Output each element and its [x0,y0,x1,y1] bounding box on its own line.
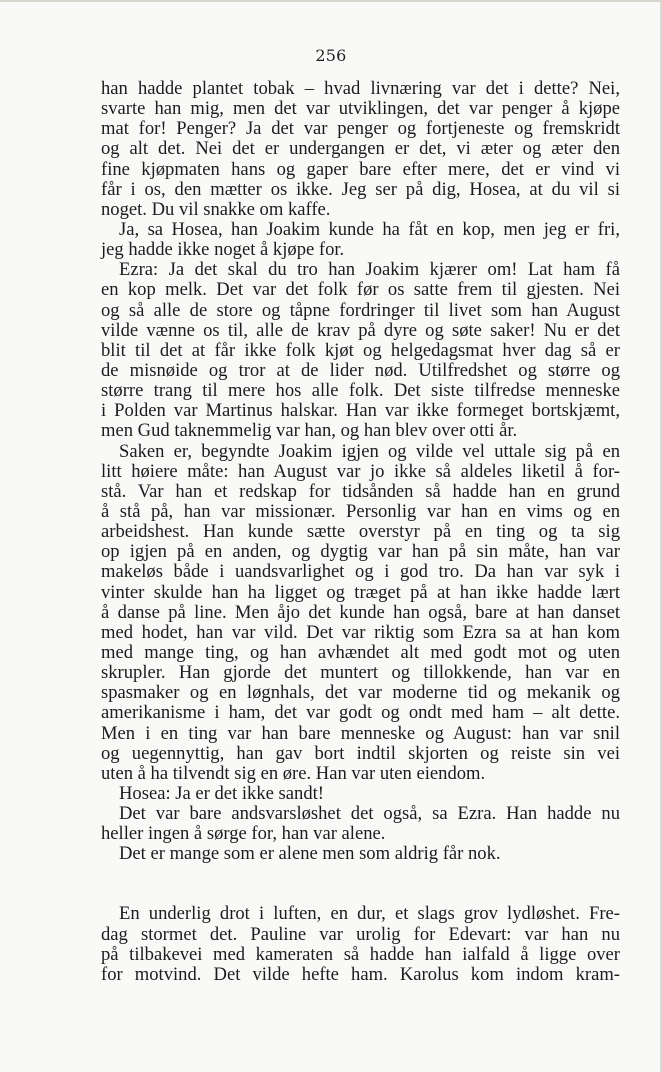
section-break [101,864,620,904]
text-line: dag stormet det. Pauline var urolig for Edevart: var han nu [101,923,620,945]
text-line: litt høiere måte: han August var jo ikke så aldeles liketil å for- [101,460,620,482]
text-line: skrupler. Han gjorde det muntert og tillokkende, han var en [101,662,620,684]
text-line: jeg hadde ikke noget å kjøpe for. [101,239,345,261]
text-line: de misnøide og tror at de lider nød. Utilfredshet og større og [101,359,620,381]
text-line: Hosea: Ja er det ikke sandt! [119,782,324,804]
text-line: spasmaker og en løgnhals, det var moderne tid og mekanik og [101,682,620,704]
text-line: fine kjøpmaten hans og gaper bare efter mere, det er vind vi [101,158,620,180]
paragraph [101,904,620,985]
text-line: større trang til mere hos alle folk. Det siste tilfredse menneske [101,380,620,402]
text-line: arbeidshest. Han kunde sætte overstyr på en ting og ta sig [101,521,620,543]
text-line: og alt det. Nei det er undergangen er det, vi æter og æter den [101,138,620,160]
text-line: men Gud taknemmelig var han, og han blev over otti år. [101,420,518,442]
text-line: Ja, sa Hosea, han Joakim kunde ha fåt en kop, men jeg er fri, [119,218,620,240]
text-line: blit til det at får ikke folk kjøt og helgedagsmat hver dag så er [101,339,620,361]
body-text [101,79,620,985]
text-line: Ezra: Ja det skal du tro han Joakim kjærer om! Lat ham få [119,259,620,281]
text-line: stå. Var han et redskap for tidsånden så hadde han en grund [101,480,620,502]
text-line: mat for! Penger? Ja det var penger og fortjeneste og fremskridt [101,118,620,140]
text-line: heller ingen å sørge for, han var alene. [101,823,386,845]
paragraph [101,844,620,864]
text-line: for motvind. Det vilde hefte ham. Karolus kom indom kram- [101,963,620,985]
text-line: å danse på line. Men åjo det kunde han også, bare at han danset [101,601,620,623]
text-line: med hodet, han var vild. Det var riktig som Ezra sa at han kom [101,621,620,643]
paragraph [101,260,620,441]
text-line: vinter skulde han ha ligget og træget på at han ikke hadde lært [101,581,620,603]
text-line: En underlig drot i luften, en dur, et slags grov lydløshet. Fre- [119,903,620,925]
paragraph [101,79,620,220]
text-line: å stå på, han var missionær. Personlig var han en vims og en [101,500,620,522]
text-line: Saken er, begyndte Joakim igjen og vilde vel uttale sig på en [119,440,620,462]
paragraph [101,220,620,260]
text-line: med mange ting, og han avhændet alt med godt mot og uten [101,641,620,663]
text-line: Men i en ting var han bare menneske og August: han var snil [101,722,620,744]
text-line: i Polden var Martinus halskar. Han var ikke formeget bortskjæmt, [101,400,620,422]
text-line: på tilbakevei med kameraten så hadde han ialfald å ligge over [101,943,620,965]
paragraph [101,442,620,784]
text-line: Det var bare andsvarsløshet det også, sa Ezra. Han hadde nu [119,803,620,825]
text-line: og uegennyttig, han gav bort indtil skjorten og reiste sin vei [101,742,620,764]
text-line: vilde vænne os til, alle de krav på dyre og søte saker! Nu er det [101,319,620,341]
text-line: amerikanisme i ham, det var godt og ondt med ham – alt dette. [101,702,620,724]
text-line: uten å ha tilvendt sig en øre. Han var uten eiendom. [101,762,486,784]
text-line: og så alle de store og tåpne fordringer til livet som han August [101,299,620,321]
text-line: får i os, den mætter os ikke. Jeg ser på dig, Hosea, at du vil si [101,178,620,200]
paragraph [101,804,620,844]
text-line: Det er mange som er alene men som aldrig får nok. [119,843,501,865]
text-line: han hadde plantet tobak – hvad livnæring var det i dette? Nei, [101,78,620,99]
page-number: 256 [315,46,347,65]
text-line: op igjen på en anden, og dygtig var han på sin måte, han var [101,541,620,563]
text-line: makeløs både i uandsvarlighet og i god tro. Da han var syk i [101,561,620,583]
paragraph [101,784,620,804]
text-line: svarte han mig, men det var utviklingen, det var penger å kjøpe [101,98,620,120]
text-line: en kop melk. Det var det folk før os satte frem til gjesten. Nei [101,279,620,301]
text-line: noget. Du vil snakke om kaffe. [101,198,331,220]
